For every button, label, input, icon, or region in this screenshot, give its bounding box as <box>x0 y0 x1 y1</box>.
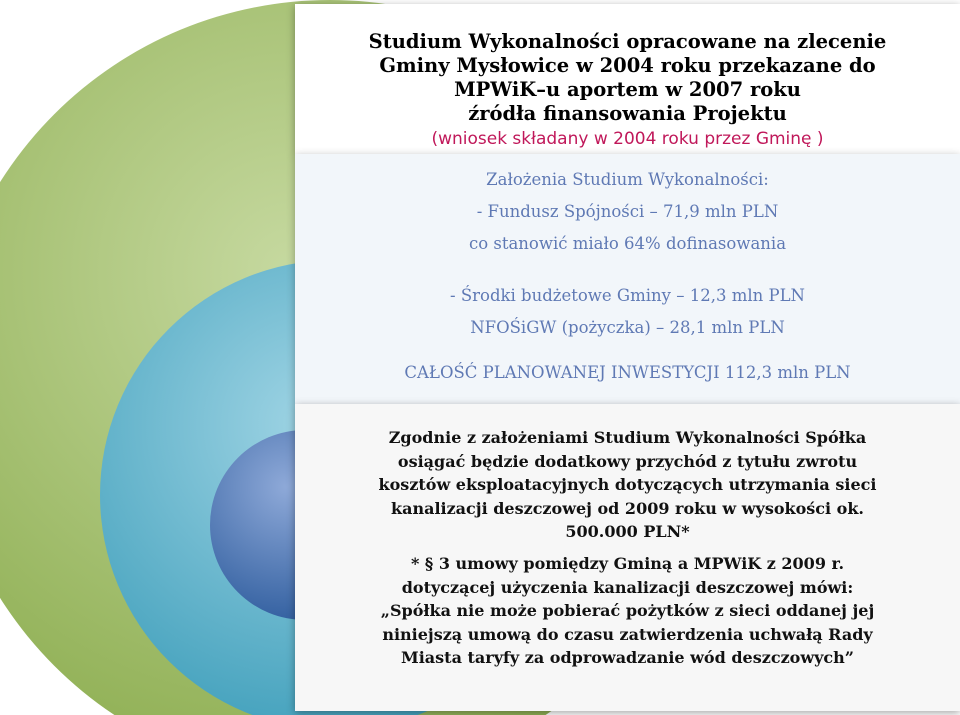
title-line-2: Gminy Mysłowice w 2004 roku przekazane do <box>379 54 876 77</box>
cohesion-fund-line: - Fundusz Spójności – 71,9 mln PLN <box>476 202 779 221</box>
quote-line-3: Miasta taryfy za odprowadzanie wód deszczowych” <box>401 648 854 668</box>
nfosigw-loan-line: NFOŚiGW (pożyczka) – 28,1 mln PLN <box>470 318 785 337</box>
assumptions-heading: Założenia Studium Wykonalności: <box>486 170 769 189</box>
footnote-line-1: * § 3 umowy pomiędzy Gminą a MPWiK z 2009 r. <box>410 553 845 573</box>
revenue-panel <box>295 404 960 711</box>
assumptions-panel <box>295 154 960 404</box>
application-note: (wniosek składany w 2004 roku przez Gminę ) <box>431 129 824 149</box>
source-panel <box>295 4 960 154</box>
quote-line-2: niniejszą umową do czasu zatwierdzenia uchwałą Rady <box>382 624 873 644</box>
total-investment-line: CAŁOŚĆ PLANOWANEJ INWESTYCJI 112,3 mln PLN <box>404 363 851 382</box>
revenue-line-1: Zgodnie z założeniami Studium Wykonalności Spółka <box>388 428 867 447</box>
title-line-1: Studium Wykonalności opracowane na zlecenie <box>368 30 887 53</box>
quote-line-1: „Spółka nie może pobierać pożytków z sieci oddanej jej <box>380 601 875 621</box>
municipal-budget-line: - Środki budżetowe Gminy – 12,3 mln PLN <box>450 286 805 305</box>
title-line-4: źródła finansowania Projektu <box>468 102 787 125</box>
revenue-amount: 500.000 PLN* <box>565 522 690 542</box>
footnote-line-2: dotyczącej użyczenia kanalizacji deszczowej mówi: <box>401 577 854 597</box>
revenue-line-2: osiągać będzie dodatkowy przychód z tytułu zwrotu <box>397 451 858 471</box>
revenue-line-3: kosztów eksploatacyjnych dotyczących utrzymania sieci <box>378 475 877 495</box>
cofinancing-share-line: co stanowić miało 64% dofinasowania <box>468 234 787 253</box>
revenue-line-4: kanalizacji deszczowej od 2009 roku w wysokości ok. <box>390 498 864 518</box>
title-line-3: MPWiK–u aportem w 2007 roku <box>454 78 801 101</box>
